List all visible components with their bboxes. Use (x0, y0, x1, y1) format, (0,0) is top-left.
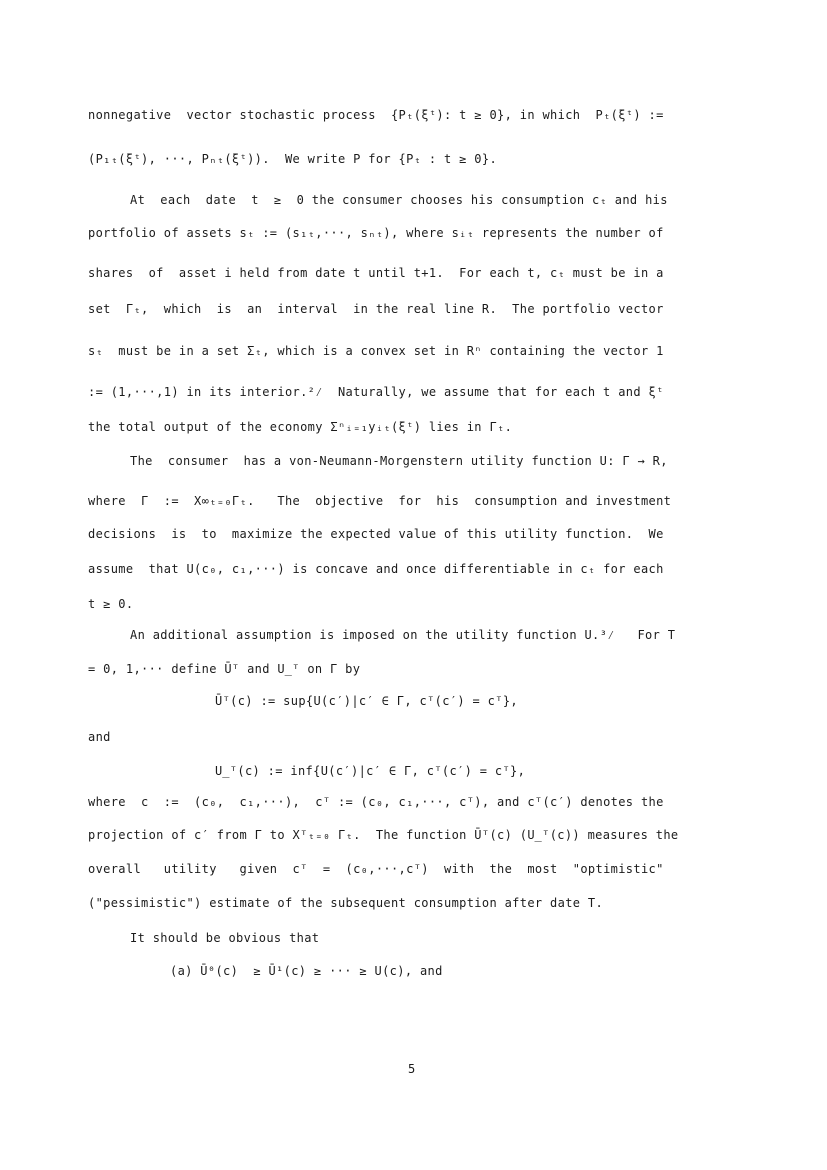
text-line-5: shares of asset i held from date t until t+1. For each t, cₜ must be in a (88, 266, 664, 280)
text-line-9: the total output of the economy Σⁿᵢ₌₁yᵢₜ(ξᵗ) lies in Γₜ. (88, 420, 513, 434)
page-number: 5 (408, 1062, 416, 1076)
text-line-22: ("pessimistic") estimate of the subsequent consumption after date T. (88, 896, 604, 910)
text-line-20: projection of c′ from Γ to Xᵀₜ₌₀ Γₜ. The function Ūᵀ(c) (U̲ᵀ(c)) measures the (88, 828, 679, 842)
text-line-11: where Γ := X∞ₜ₌₀Γₜ. The objective for his consumption and investment (88, 494, 672, 508)
text-line-7: sₜ must be in a set Σₜ, which is a convex set in Rⁿ containing the vector 1 (88, 344, 664, 358)
text-line-8: := (1,···,1) in its interior.²⁄ Naturally, we assume that for each t and ξᵗ (88, 385, 664, 399)
text-line-and: and (88, 730, 111, 744)
text-line-4: portfolio of assets sₜ := (s₁ₜ,···, sₙₜ), where sᵢₜ represents the number of (88, 226, 664, 240)
text-line-24: (a) Ū⁰(c) ≥ Ū¹(c) ≥ ··· ≥ U(c), and (170, 964, 443, 978)
text-line-3: At each date t ≥ 0 the consumer chooses his consumption cₜ and his (130, 193, 668, 207)
text-line-12: decisions is to maximize the expected value of this utility function. We (88, 527, 664, 541)
display-equation-inf: U̲ᵀ(c) := inf{U(c′)|c′ ∈ Γ, cᵀ(c′) = cᵀ}, (215, 764, 526, 778)
text-line-19: where c := (c₀, c₁,···), cᵀ := (c₀, c₁,···, cᵀ), and cᵀ(c′) denotes the (88, 795, 664, 809)
text-line-13: assume that U(c₀, c₁,···) is concave and once differentiable in cₜ for each (88, 562, 664, 576)
text-line-2: (P₁ₜ(ξᵗ), ···, Pₙₜ(ξᵗ)). We write P for {Pₜ : t ≥ 0}. (88, 152, 498, 166)
text-line-23: It should be obvious that (130, 931, 320, 945)
display-equation-sup: Ūᵀ(c) := sup{U(c′)|c′ ∈ Γ, cᵀ(c′) = cᵀ}, (215, 694, 518, 708)
text-line-6: set Γₜ, which is an interval in the real line R. The portfolio vector (88, 302, 664, 316)
text-line-14: t ≥ 0. (88, 597, 134, 611)
text-line-16: = 0, 1,··· define Ūᵀ and U̲ᵀ on Γ by (88, 662, 361, 676)
text-line-10: The consumer has a von-Neumann-Morgenstern utility function U: Γ → R, (130, 454, 668, 468)
text-line-1: nonnegative vector stochastic process {Pₜ(ξᵗ): t ≥ 0}, in which Pₜ(ξᵗ) := (88, 108, 664, 122)
text-line-21: overall utility given cᵀ = (c₀,···,cᵀ) with the most "optimistic" (88, 862, 664, 876)
text-line-15: An additional assumption is imposed on the utility function U.³⁄ For T (130, 628, 676, 642)
